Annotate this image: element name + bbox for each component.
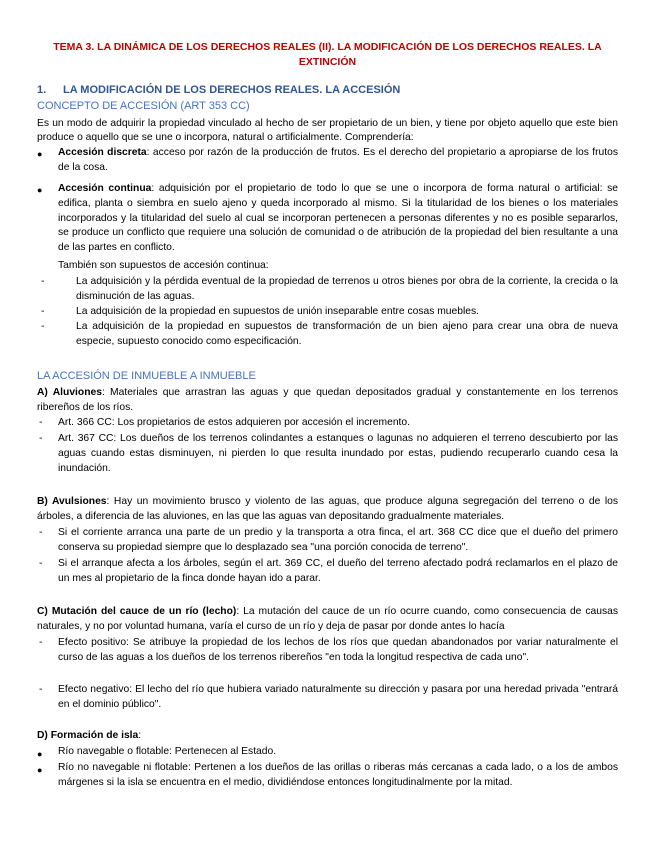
avulsiones-text: : Hay un movimiento brusco y violento de las aguas, que produce alguna segregación del terreno o de los árboles, a diferencia de las aluviones, en las que las aguas van depositando gradualmente materiales.: [37, 496, 618, 522]
dash-marker: -: [39, 527, 43, 538]
mutacion-dash-item: Efecto negativo: El lecho del río que hubiera variado naturalmente su dirección y pasara por una heredad privada "entrará en el dominio público".: [58, 684, 618, 710]
avulsiones-dash-item: Si el corriente arranca una parte de un predio y la transporta a otra finca, el art. 368 CC dice que el dueño del primero conserva su propiedad siempre que lo desplazado sea "una porción conocida de terreno".: [58, 527, 618, 553]
document-title: [40, 40, 615, 70]
isla-bullet-item: Río no navegable ni flotable: Pertenen a los dueños de las orillas o riberas más cercanas a cada lado, o a los de ambos márgenes si la isla se encuentra en el medio, dividiéndose entonces longitudinalmente por la mitad.: [58, 762, 618, 788]
avulsiones-paragraph: [37, 494, 618, 524]
aluviones-label: A) Aluviones: [37, 387, 102, 398]
section-number: 1.: [37, 84, 47, 96]
dash-marker: -: [39, 417, 43, 428]
tambien-text: También son supuestos de accesión continua:: [58, 260, 269, 271]
bullet-icon: ●: [37, 185, 43, 195]
accesion-discreta: [58, 146, 618, 176]
concepto-intro: Es un modo de adquirir la propiedad vinculado al hecho de ser propietario de un bien, y tiene por objeto aquello que este bien produce o aquello que se une o incorpora, natural o artificialmente. Comprendería:: [37, 118, 618, 143]
aluviones-paragraph: [37, 385, 618, 415]
mutacion-paragraph: [37, 604, 618, 634]
accesion-continua: [58, 182, 618, 256]
title-line-1: TEMA 3. LA DINÁMICA DE LOS DERECHOS REALES (II). LA MODIFICACIÓN DE LOS DERECHOS REALES. LA: [53, 41, 602, 53]
aluviones-dash-item: Art. 367 CC: Los dueños de los terrenos colindantes a estanques o lagunas no adquieren el terreno descubierto por las aguas cuando estas disminuyen, ni pierden lo que resulta inundado por estas, pudiendo recuperarlo cuando cesa la inundación.: [58, 433, 618, 474]
mutacion-text: : La mutación del cauce de un río ocurre cuando, como consecuencia de causas naturales, y no por voluntad humana, varía el curso de un río y deja de pasar por donde antes lo hacía: [37, 606, 618, 632]
isla-heading: [37, 729, 618, 743]
avulsiones-label: B) Avulsiones: [37, 496, 107, 507]
accesion-continua-text: : adquisición por el propietario de todo lo que se une o incorpora de forma natural o artificial: se edifica, planta o siembra en suelo ajeno y queda incorporado al mismo. Si la titularidad de los bienes o los materiales incorporados y la titularidad del suelo al cual se incorporan pertenecen a personas diferentes y no es posible separarlos, se produce un conflicto que requiere una solución de comunidad o de atribución de la propiedad del bien resultante a una de las partes en conflicto.: [58, 183, 618, 254]
dash-marker: -: [39, 637, 43, 648]
continua-dash-item: La adquisición de la propiedad en supuestos de unión inseparable entre cosas muebles.: [76, 306, 480, 317]
accesion-continua-label: Accesión continua: [58, 183, 152, 194]
dash-marker: -: [39, 433, 43, 444]
mutacion-label: C) Mutación del cauce de un río (lecho): [37, 606, 237, 617]
bullet-icon: ●: [37, 765, 43, 775]
aluviones-dash-item: Art. 366 CC: Los propietarios de estos adquieren por accesión el incremento.: [58, 417, 411, 428]
accesion-discreta-label: Accesión discreta: [58, 147, 147, 158]
dash-marker: -: [41, 321, 45, 332]
isla-colon: :: [138, 730, 142, 741]
inmueble-heading: LA ACCESIÓN DE INMUEBLE A INMUEBLE: [37, 370, 256, 382]
avulsiones-dash-item: Si el arranque afecta a los árboles, según el art. 369 CC, el dueño del terreno afectado podrá reclamarlos en el plazo de un mes al propietario de la finca donde hayan ido a parar.: [58, 558, 618, 584]
mutacion-dash-item: Efecto positivo: Se atribuye la propiedad de los lechos de los ríos que quedan abandonados por variar naturalmente el curso de las aguas a los dueños de los terrenos ribereños "en toda la longitud respectiva de cada uno".: [58, 637, 618, 663]
section-title: LA MODIFICACIÓN DE LOS DERECHOS REALES. LA ACCESIÓN: [63, 84, 401, 96]
dash-marker: -: [41, 276, 45, 287]
dash-marker: -: [39, 684, 43, 695]
concepto-heading: CONCEPTO DE ACCESIÓN (ART 353 CC): [37, 100, 250, 112]
bullet-icon: ●: [37, 149, 43, 159]
dash-marker: -: [41, 306, 45, 317]
bullet-icon: ●: [37, 749, 43, 759]
isla-bullet-item: Río navegable o flotable: Pertenecen al Estado.: [58, 746, 277, 757]
continua-dash-item: La adquisición y la pérdida eventual de la propiedad de terrenos u otros bienes por obra de la corriente, la crecida o la disminución de las aguas.: [76, 276, 618, 302]
continua-dash-item: La adquisición de la propiedad en supuestos de transformación de un bien ajeno para crear una obra de nueva especie, supuesto conocido como especificación.: [76, 321, 618, 347]
title-line-2: EXTINCIÓN: [298, 56, 357, 68]
dash-marker: -: [39, 558, 43, 569]
accesion-discreta-text: : acceso por razón de la producción de frutos. Es el derecho del propietario a apropiarse de los frutos de la cosa.: [58, 147, 618, 173]
isla-label: D) Formación de isla: [37, 730, 139, 741]
aluviones-text: : Materiales que arrastran las aguas y que quedan depositados gradual y constantemente en los terrenos ribereños de los ríos.: [37, 387, 618, 413]
section-heading: [37, 84, 400, 96]
